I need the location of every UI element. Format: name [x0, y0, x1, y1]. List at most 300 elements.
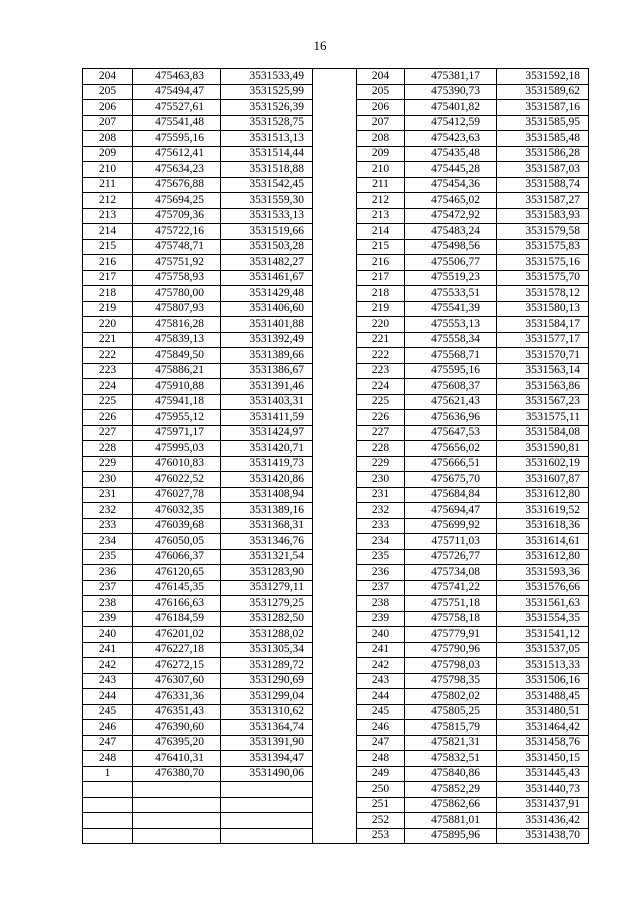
table-row [83, 410, 589, 426]
right-x-coordinate: 475726,77 [405, 549, 497, 565]
table-row [83, 301, 589, 317]
right-x-coordinate: 475465,02 [405, 193, 497, 209]
table-row [83, 472, 589, 488]
right-point-number: 216 [357, 255, 405, 271]
right-point-number: 222 [357, 348, 405, 364]
right-y-coordinate: 3531584,08 [497, 425, 589, 441]
right-x-coordinate: 475798,35 [405, 673, 497, 689]
table-row [83, 394, 589, 410]
left-y-coordinate: 3531461,67 [221, 270, 313, 286]
right-point-number: 224 [357, 379, 405, 395]
right-y-coordinate: 3531593,36 [497, 565, 589, 581]
right-point-number: 225 [357, 394, 405, 410]
left-point-number: 240 [83, 627, 133, 643]
left-x-coordinate: 475816,28 [133, 317, 221, 333]
left-x-coordinate: 475676,88 [133, 177, 221, 193]
right-point-number: 207 [357, 115, 405, 131]
left-y-coordinate: 3531305,34 [221, 642, 313, 658]
right-point-number: 236 [357, 565, 405, 581]
right-y-coordinate: 3531436,42 [497, 813, 589, 829]
table-row [83, 224, 589, 240]
left-y-coordinate: 3531389,66 [221, 348, 313, 364]
left-y-coordinate [221, 782, 313, 798]
right-x-coordinate: 475483,24 [405, 224, 497, 240]
right-point-number: 217 [357, 270, 405, 286]
left-y-coordinate: 3531533,13 [221, 208, 313, 224]
left-y-coordinate: 3531424,97 [221, 425, 313, 441]
table-row [83, 193, 589, 209]
column-gap [313, 410, 357, 426]
table-row [83, 689, 589, 705]
left-y-coordinate: 3531279,25 [221, 596, 313, 612]
left-point-number: 230 [83, 472, 133, 488]
right-point-number: 227 [357, 425, 405, 441]
right-point-number: 249 [357, 766, 405, 782]
right-x-coordinate: 475519,23 [405, 270, 497, 286]
left-y-coordinate: 3531392,49 [221, 332, 313, 348]
coordinate-table [82, 68, 589, 844]
left-y-coordinate: 3531429,48 [221, 286, 313, 302]
right-point-number: 238 [357, 596, 405, 612]
left-x-coordinate: 476027,78 [133, 487, 221, 503]
left-x-coordinate: 476410,31 [133, 751, 221, 767]
left-y-coordinate: 3531514,44 [221, 146, 313, 162]
left-point-number: 231 [83, 487, 133, 503]
right-y-coordinate: 3531537,05 [497, 642, 589, 658]
column-gap [313, 162, 357, 178]
right-point-number: 230 [357, 472, 405, 488]
right-x-coordinate: 475381,17 [405, 69, 497, 85]
left-point-number: 247 [83, 735, 133, 751]
left-y-coordinate: 3531490,06 [221, 766, 313, 782]
left-point-number: 212 [83, 193, 133, 209]
left-point-number: 210 [83, 162, 133, 178]
right-y-coordinate: 3531618,36 [497, 518, 589, 534]
left-point-number: 241 [83, 642, 133, 658]
left-point-number: 226 [83, 410, 133, 426]
table-row [83, 131, 589, 147]
right-y-coordinate: 3531450,15 [497, 751, 589, 767]
left-point-number: 234 [83, 534, 133, 550]
right-x-coordinate: 475694,47 [405, 503, 497, 519]
left-point-number: 218 [83, 286, 133, 302]
table-row [83, 348, 589, 364]
right-y-coordinate: 3531575,70 [497, 270, 589, 286]
page-number: 16 [313, 38, 327, 53]
right-x-coordinate: 475895,96 [405, 828, 497, 844]
right-x-coordinate: 475595,16 [405, 363, 497, 379]
right-point-number: 234 [357, 534, 405, 550]
right-x-coordinate: 475412,59 [405, 115, 497, 131]
right-point-number: 210 [357, 162, 405, 178]
right-x-coordinate: 475454,36 [405, 177, 497, 193]
left-x-coordinate: 476380,70 [133, 766, 221, 782]
table-row [83, 518, 589, 534]
left-y-coordinate: 3531386,67 [221, 363, 313, 379]
right-point-number: 221 [357, 332, 405, 348]
right-y-coordinate: 3531586,28 [497, 146, 589, 162]
right-y-coordinate: 3531458,76 [497, 735, 589, 751]
left-y-coordinate: 3531533,49 [221, 69, 313, 85]
column-gap [313, 580, 357, 596]
table-row [83, 627, 589, 643]
left-x-coordinate: 476351,43 [133, 704, 221, 720]
right-point-number: 233 [357, 518, 405, 534]
left-y-coordinate: 3531542,45 [221, 177, 313, 193]
right-point-number: 245 [357, 704, 405, 720]
right-x-coordinate: 475821,31 [405, 735, 497, 751]
right-y-coordinate: 3531583,93 [497, 208, 589, 224]
right-x-coordinate: 475699,92 [405, 518, 497, 534]
right-x-coordinate: 475636,96 [405, 410, 497, 426]
column-gap [313, 115, 357, 131]
right-y-coordinate: 3531590,81 [497, 441, 589, 457]
table-row [83, 658, 589, 674]
column-gap [313, 456, 357, 472]
column-gap [313, 782, 357, 798]
table-row [83, 69, 589, 85]
left-y-coordinate: 3531406,60 [221, 301, 313, 317]
right-x-coordinate: 475435,48 [405, 146, 497, 162]
right-y-coordinate: 3531575,11 [497, 410, 589, 426]
left-y-coordinate: 3531394,47 [221, 751, 313, 767]
right-y-coordinate: 3531480,51 [497, 704, 589, 720]
column-gap [313, 100, 357, 116]
left-x-coordinate: 476184,59 [133, 611, 221, 627]
right-y-coordinate: 3531513,33 [497, 658, 589, 674]
column-gap [313, 518, 357, 534]
left-point-number: 243 [83, 673, 133, 689]
right-point-number: 246 [357, 720, 405, 736]
right-point-number: 211 [357, 177, 405, 193]
right-x-coordinate: 475790,96 [405, 642, 497, 658]
column-gap [313, 317, 357, 333]
column-gap [313, 348, 357, 364]
left-y-coordinate: 3531283,90 [221, 565, 313, 581]
right-x-coordinate: 475647,53 [405, 425, 497, 441]
left-x-coordinate: 475780,00 [133, 286, 221, 302]
right-x-coordinate: 475832,51 [405, 751, 497, 767]
left-y-coordinate: 3531420,71 [221, 441, 313, 457]
left-point-number: 219 [83, 301, 133, 317]
left-point-number: 236 [83, 565, 133, 581]
left-x-coordinate: 475751,92 [133, 255, 221, 271]
left-point-number [83, 828, 133, 844]
left-point-number: 229 [83, 456, 133, 472]
right-x-coordinate: 475666,51 [405, 456, 497, 472]
column-gap [313, 642, 357, 658]
left-x-coordinate: 475634,23 [133, 162, 221, 178]
left-y-coordinate [221, 828, 313, 844]
left-x-coordinate: 475758,93 [133, 270, 221, 286]
right-x-coordinate: 475568,71 [405, 348, 497, 364]
right-x-coordinate: 475805,25 [405, 704, 497, 720]
left-point-number: 245 [83, 704, 133, 720]
left-y-coordinate: 3531503,28 [221, 239, 313, 255]
column-gap [313, 286, 357, 302]
left-y-coordinate: 3531482,27 [221, 255, 313, 271]
left-point-number: 246 [83, 720, 133, 736]
table-row [83, 813, 589, 829]
right-y-coordinate: 3531488,45 [497, 689, 589, 705]
table-row [83, 549, 589, 565]
right-point-number: 214 [357, 224, 405, 240]
left-y-coordinate: 3531346,76 [221, 534, 313, 550]
left-point-number: 223 [83, 363, 133, 379]
left-point-number: 242 [83, 658, 133, 674]
table-row [83, 456, 589, 472]
left-x-coordinate: 476120,65 [133, 565, 221, 581]
column-gap [313, 627, 357, 643]
left-x-coordinate: 476050,05 [133, 534, 221, 550]
right-x-coordinate: 475779,91 [405, 627, 497, 643]
left-point-number: 217 [83, 270, 133, 286]
right-y-coordinate: 3531506,16 [497, 673, 589, 689]
left-y-coordinate: 3531391,90 [221, 735, 313, 751]
left-point-number: 214 [83, 224, 133, 240]
right-y-coordinate: 3531589,62 [497, 84, 589, 100]
left-point-number: 207 [83, 115, 133, 131]
table-body [83, 69, 589, 844]
right-x-coordinate: 475862,66 [405, 797, 497, 813]
table-row [83, 239, 589, 255]
table-row [83, 270, 589, 286]
left-point-number: 227 [83, 425, 133, 441]
left-x-coordinate: 475941,18 [133, 394, 221, 410]
right-y-coordinate: 3531588,74 [497, 177, 589, 193]
table-row [83, 720, 589, 736]
right-y-coordinate: 3531437,91 [497, 797, 589, 813]
left-y-coordinate: 3531368,31 [221, 518, 313, 534]
right-y-coordinate: 3531592,18 [497, 69, 589, 85]
column-gap [313, 689, 357, 705]
column-gap [313, 596, 357, 612]
table-row [83, 100, 589, 116]
table-row [83, 782, 589, 798]
left-y-coordinate: 3531299,04 [221, 689, 313, 705]
right-x-coordinate: 475734,08 [405, 565, 497, 581]
left-x-coordinate [133, 797, 221, 813]
left-point-number: 216 [83, 255, 133, 271]
right-point-number: 247 [357, 735, 405, 751]
column-gap [313, 534, 357, 550]
right-point-number: 242 [357, 658, 405, 674]
right-y-coordinate: 3531575,83 [497, 239, 589, 255]
right-x-coordinate: 475621,43 [405, 394, 497, 410]
column-gap [313, 239, 357, 255]
right-x-coordinate: 475751,18 [405, 596, 497, 612]
left-y-coordinate: 3531403,31 [221, 394, 313, 410]
right-y-coordinate: 3531541,12 [497, 627, 589, 643]
table-row [83, 751, 589, 767]
left-x-coordinate: 475849,50 [133, 348, 221, 364]
right-y-coordinate: 3531576,66 [497, 580, 589, 596]
column-gap [313, 828, 357, 844]
left-x-coordinate: 475971,17 [133, 425, 221, 441]
right-y-coordinate: 3531563,14 [497, 363, 589, 379]
column-gap [313, 673, 357, 689]
table-row [83, 317, 589, 333]
left-x-coordinate: 475463,83 [133, 69, 221, 85]
right-y-coordinate: 3531570,71 [497, 348, 589, 364]
left-y-coordinate [221, 797, 313, 813]
right-x-coordinate: 475498,56 [405, 239, 497, 255]
left-y-coordinate: 3531310,62 [221, 704, 313, 720]
right-point-number: 239 [357, 611, 405, 627]
left-x-coordinate: 475709,36 [133, 208, 221, 224]
column-gap [313, 751, 357, 767]
left-x-coordinate: 475886,21 [133, 363, 221, 379]
left-x-coordinate: 476145,35 [133, 580, 221, 596]
table-row [83, 363, 589, 379]
right-point-number: 240 [357, 627, 405, 643]
column-gap [313, 363, 357, 379]
right-point-number: 212 [357, 193, 405, 209]
table-row [83, 332, 589, 348]
right-point-number: 220 [357, 317, 405, 333]
right-point-number: 219 [357, 301, 405, 317]
left-y-coordinate: 3531401,88 [221, 317, 313, 333]
left-y-coordinate: 3531559,30 [221, 193, 313, 209]
right-y-coordinate: 3531567,23 [497, 394, 589, 410]
left-point-number: 222 [83, 348, 133, 364]
table-row [83, 766, 589, 782]
left-x-coordinate [133, 813, 221, 829]
left-point-number: 208 [83, 131, 133, 147]
right-point-number: 205 [357, 84, 405, 100]
left-x-coordinate: 475910,88 [133, 379, 221, 395]
left-x-coordinate: 475955,12 [133, 410, 221, 426]
column-gap [313, 379, 357, 395]
left-x-coordinate: 476201,02 [133, 627, 221, 643]
right-point-number: 235 [357, 549, 405, 565]
right-y-coordinate: 3531619,52 [497, 503, 589, 519]
right-point-number: 231 [357, 487, 405, 503]
column-gap [313, 394, 357, 410]
column-gap [313, 208, 357, 224]
right-x-coordinate: 475675,70 [405, 472, 497, 488]
left-point-number [83, 782, 133, 798]
left-point-number: 213 [83, 208, 133, 224]
left-point-number [83, 813, 133, 829]
column-gap [313, 193, 357, 209]
left-point-number: 225 [83, 394, 133, 410]
right-y-coordinate: 3531440,73 [497, 782, 589, 798]
right-y-coordinate: 3531614,61 [497, 534, 589, 550]
left-point-number: 221 [83, 332, 133, 348]
right-x-coordinate: 475711,03 [405, 534, 497, 550]
left-point-number: 238 [83, 596, 133, 612]
right-x-coordinate: 475852,29 [405, 782, 497, 798]
column-gap [313, 503, 357, 519]
left-y-coordinate [221, 813, 313, 829]
column-gap [313, 611, 357, 627]
right-y-coordinate: 3531563,86 [497, 379, 589, 395]
left-y-coordinate: 3531411,59 [221, 410, 313, 426]
left-point-number: 233 [83, 518, 133, 534]
column-gap [313, 704, 357, 720]
right-y-coordinate: 3531584,17 [497, 317, 589, 333]
table-row [83, 503, 589, 519]
right-y-coordinate: 3531561,63 [497, 596, 589, 612]
right-x-coordinate: 475541,39 [405, 301, 497, 317]
table-row [83, 379, 589, 395]
left-x-coordinate: 475527,61 [133, 100, 221, 116]
right-y-coordinate: 3531575,16 [497, 255, 589, 271]
right-point-number: 223 [357, 363, 405, 379]
left-y-coordinate: 3531279,11 [221, 580, 313, 596]
table-row [83, 673, 589, 689]
right-x-coordinate: 475558,34 [405, 332, 497, 348]
right-x-coordinate: 475472,92 [405, 208, 497, 224]
left-x-coordinate: 475541,48 [133, 115, 221, 131]
right-point-number: 241 [357, 642, 405, 658]
left-x-coordinate: 476010,83 [133, 456, 221, 472]
left-point-number: 228 [83, 441, 133, 457]
table-row [83, 704, 589, 720]
left-point-number: 232 [83, 503, 133, 519]
column-gap [313, 735, 357, 751]
table-row [83, 255, 589, 271]
column-gap [313, 131, 357, 147]
left-x-coordinate: 475612,41 [133, 146, 221, 162]
right-y-coordinate: 3531612,80 [497, 487, 589, 503]
right-x-coordinate: 475802,02 [405, 689, 497, 705]
table-row [83, 208, 589, 224]
left-x-coordinate: 475694,25 [133, 193, 221, 209]
right-y-coordinate: 3531438,70 [497, 828, 589, 844]
left-point-number: 211 [83, 177, 133, 193]
right-point-number: 232 [357, 503, 405, 519]
left-x-coordinate: 475595,16 [133, 131, 221, 147]
right-point-number: 218 [357, 286, 405, 302]
table-row [83, 797, 589, 813]
right-x-coordinate: 475741,22 [405, 580, 497, 596]
right-y-coordinate: 3531585,95 [497, 115, 589, 131]
left-y-coordinate: 3531408,94 [221, 487, 313, 503]
table-row [83, 828, 589, 844]
left-x-coordinate: 476066,37 [133, 549, 221, 565]
left-point-number: 224 [83, 379, 133, 395]
left-y-coordinate: 3531525,99 [221, 84, 313, 100]
column-gap [313, 84, 357, 100]
left-y-coordinate: 3531420,86 [221, 472, 313, 488]
left-x-coordinate [133, 782, 221, 798]
left-y-coordinate: 3531528,75 [221, 115, 313, 131]
column-gap [313, 69, 357, 85]
left-x-coordinate: 476032,35 [133, 503, 221, 519]
table-row [83, 286, 589, 302]
column-gap [313, 332, 357, 348]
left-y-coordinate: 3531518,88 [221, 162, 313, 178]
right-point-number: 252 [357, 813, 405, 829]
right-point-number: 248 [357, 751, 405, 767]
right-y-coordinate: 3531578,12 [497, 286, 589, 302]
left-x-coordinate: 475807,93 [133, 301, 221, 317]
right-point-number: 206 [357, 100, 405, 116]
left-x-coordinate: 475494,47 [133, 84, 221, 100]
column-gap [313, 549, 357, 565]
right-point-number: 237 [357, 580, 405, 596]
left-point-number: 205 [83, 84, 133, 100]
right-y-coordinate: 3531587,03 [497, 162, 589, 178]
left-y-coordinate: 3531526,39 [221, 100, 313, 116]
right-point-number: 215 [357, 239, 405, 255]
left-point-number [83, 797, 133, 813]
right-y-coordinate: 3531445,43 [497, 766, 589, 782]
right-point-number: 213 [357, 208, 405, 224]
table-row [83, 735, 589, 751]
